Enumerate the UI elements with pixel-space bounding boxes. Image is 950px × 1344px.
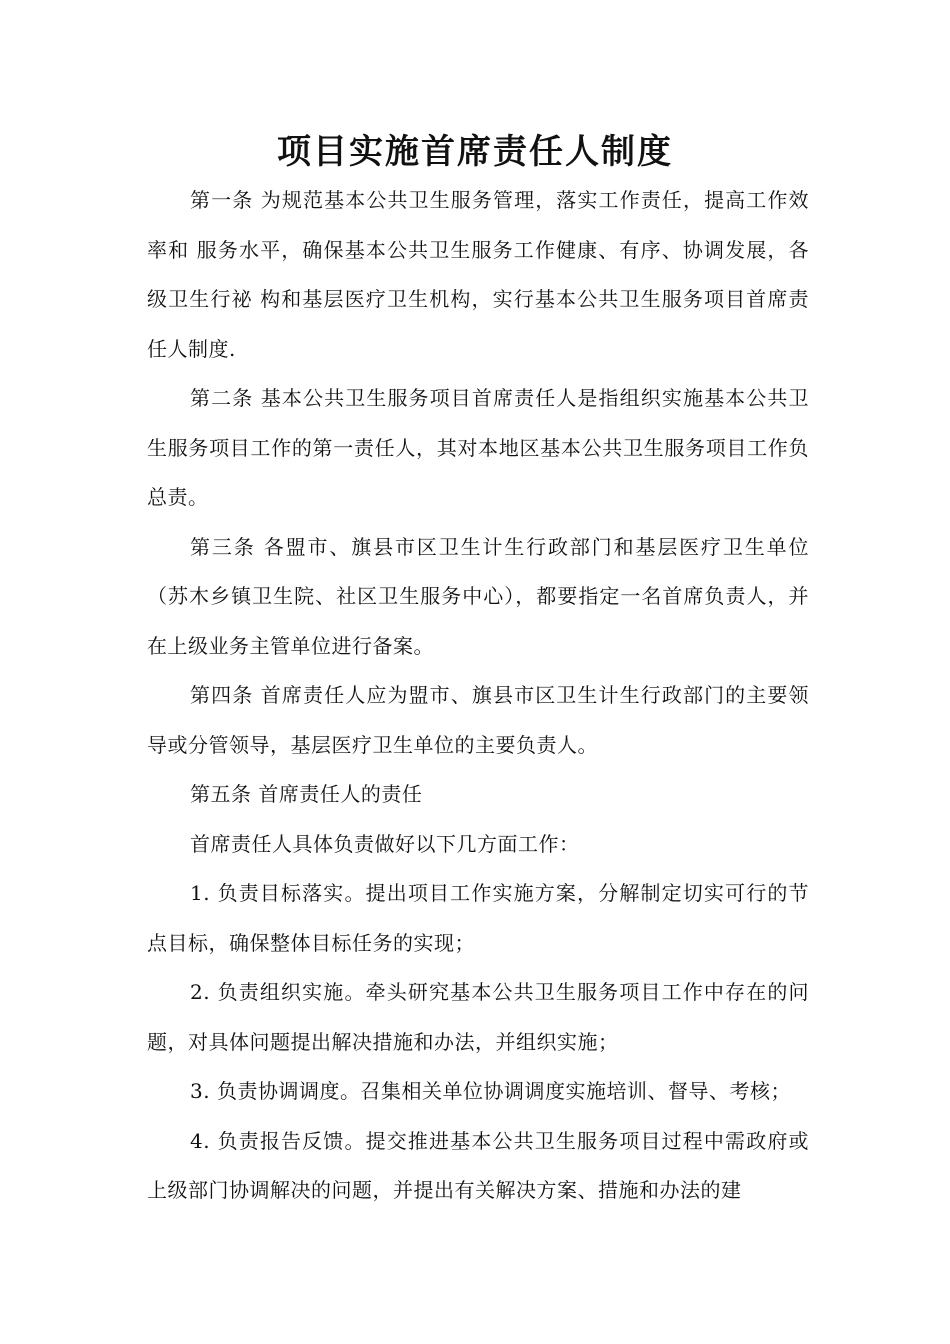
paragraph-article-3: 第三条 各盟市、旗县市区卫生计生行政部门和基层医疗卫生单位（苏木乡镇卫生院、社区卫生服务中心），都要指定一名首席负责人，并在上级业务主管单位进行备案。 — [147, 534, 809, 658]
document-body — [147, 176, 809, 1216]
paragraph-article-2: 第二条 基本公共卫生服务项目首席责任人是指组织实施基本公共卫生服务项目工作的第一责任人，其对本地区基本公共卫生服务项目工作负总责。 — [147, 386, 809, 509]
list-item-duty-3: 3. 负责协调调度。召集相关单位协调调度实施培训、督导、考核； — [190, 1079, 791, 1103]
paragraph-article-1: 第一条 为规范基本公共卫生服务管理，落实工作责任，提高工作效率和 服务水平，确保基本公共卫生服务工作健康、有序、协调发展，各级卫生行祕 构和基层医疗卫生机构，实行基本公共卫生服务项目首席责任人制度. — [147, 188, 809, 361]
paragraph-article-4: 第四条 首席责任人应为盟市、旗县市区卫生计生行政部门的主要领导或分管领导，基层医疗卫生单位的主要负责人。 — [147, 683, 809, 757]
document-title: 项目实施首席责任人制度 — [277, 132, 673, 172]
paragraph-article-5: 第五条 首席责任人的责任 — [190, 782, 423, 806]
paragraph-duties-intro: 首席责任人具体负责做好以下几方面工作： — [190, 831, 580, 856]
list-item-duty-2: 2. 负责组织实施。牵头研究基本公共卫生服务项目工作中存在的问题，对具体问题提出解决措施和办法，并组织实施； — [147, 980, 809, 1054]
list-item-duty-4: 4. 负责报告反馈。提交推进基本公共卫生服务项目过程中需政府或上级部门协调解决的问题，并提出有关解决方案、措施和办法的建 — [147, 1128, 809, 1202]
list-item-duty-1: 1. 负责目标落实。提出项目工作实施方案，分解制定切实可行的节点目标，确保整体目标任务的实现； — [147, 881, 809, 955]
